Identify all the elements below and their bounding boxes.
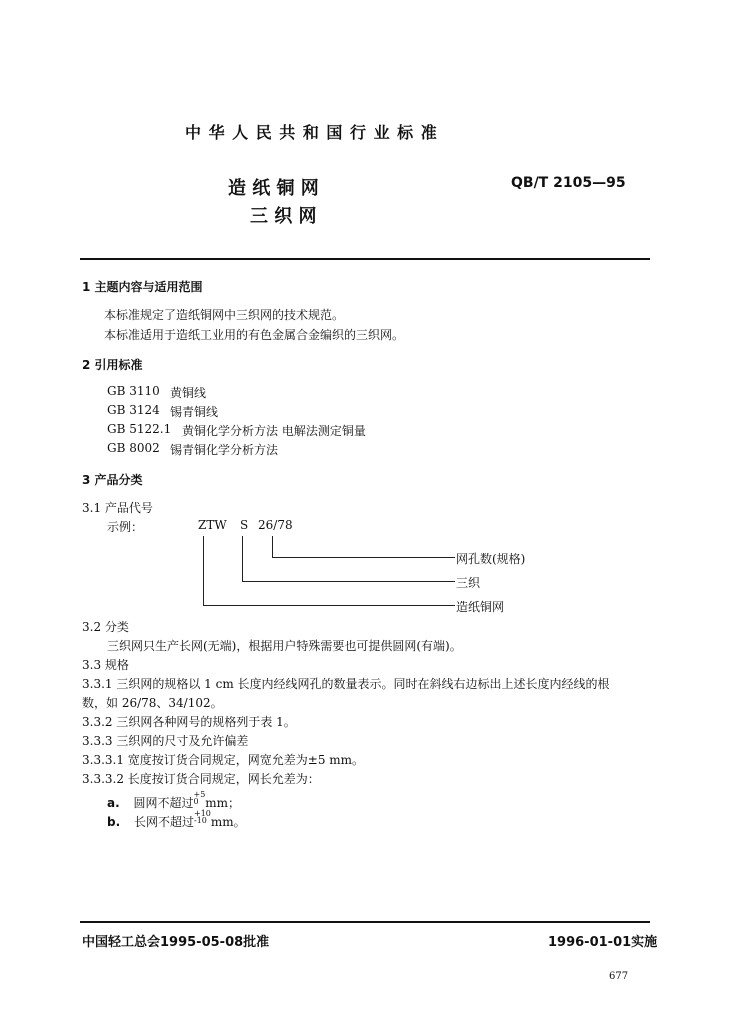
ref-code: GB 5122.1	[107, 422, 172, 436]
diagram-line	[242, 536, 243, 582]
section-1-para-1: 本标准规定了造纸铜网中三织网的技术规范。	[104, 308, 345, 322]
section-2-heading: 2 引用标准	[82, 358, 143, 372]
list-item-a-unit: mm；	[205, 796, 241, 810]
standard-code: QB/T 2105—95	[511, 175, 626, 191]
approval-line: 中国轻工总会1995-05-08批准	[82, 935, 270, 950]
clause-3-1: 3.1 产品代号	[82, 501, 153, 515]
diagram-line	[203, 536, 204, 606]
list-item-b-label: b.	[107, 815, 121, 829]
clause-3-3-1-line-2: 数，如 26/78、34/102。	[82, 696, 223, 710]
tolerance-a-upper: +5	[193, 790, 206, 799]
diagram-label-mesh: 网孔数(规格)	[456, 552, 526, 566]
list-item-b-unit: mm。	[210, 815, 246, 829]
ref-code: GB 3110	[107, 384, 160, 398]
tolerance-a-lower: 0	[193, 797, 199, 806]
doc-title-sub: 三 织 网	[250, 206, 317, 227]
code-s: S	[240, 518, 249, 532]
page-number: 677	[609, 971, 629, 982]
clause-3-3-3-2: 3.3.3.2 长度按订货合同规定，网长允差为：	[82, 772, 320, 786]
clause-3-3-3: 3.3.3 三织网的尺寸及允许偏差	[82, 734, 249, 748]
tolerance-b-upper: +10	[194, 809, 211, 818]
issuing-org: 中 华 人 民 共 和 国 行 业 标 准	[185, 123, 438, 142]
implementation-line: 1996-01-01实施	[548, 935, 658, 950]
tolerance-b-lower: -10	[194, 816, 207, 825]
tolerance-a	[194, 791, 206, 805]
clause-3-3-3-1: 3.3.3.1 宽度按订货合同规定，网宽允差为±5 mm。	[82, 753, 365, 767]
list-item-b	[107, 810, 246, 830]
list-item-a	[107, 791, 240, 811]
ref-code: GB 8002	[107, 441, 160, 455]
ref-name: 锡青铜化学分析方法	[170, 443, 279, 457]
list-item-b-text: 长网不超过	[133, 815, 194, 829]
doc-title-main: 造 纸 铜 网	[228, 178, 319, 199]
section-3-heading: 3 产品分类	[82, 473, 143, 487]
ref-name: 黄铜化学分析方法 电解法测定铜量	[182, 424, 366, 438]
section-1-heading: 1 主题内容与适用范围	[82, 280, 203, 294]
diagram-line	[242, 581, 455, 582]
clause-3-3-2: 3.3.2 三织网各种网号的规格列于表 1。	[82, 715, 296, 729]
section-1-para-2: 本标准适用于造纸工业用的有色金属合金编织的三织网。	[104, 328, 405, 342]
footer-rule	[80, 921, 650, 923]
ref-name: 锡青铜线	[170, 405, 219, 419]
code-ztw: ZTW	[198, 518, 227, 532]
diagram-line	[272, 536, 273, 558]
example-label: 示例：	[107, 520, 144, 534]
list-item-a-label: a.	[107, 796, 120, 810]
list-item-a-text: 圆网不超过	[133, 796, 194, 810]
diagram-label-copper: 造纸铜网	[456, 600, 505, 614]
clause-3-2-text: 三织网只生产长网(无端)，根据用户特殊需要也可提供圆网(有端)。	[107, 639, 462, 653]
clause-3-2: 3.2 分类	[82, 620, 129, 634]
ref-name: 黄铜线	[170, 386, 207, 400]
tolerance-b	[194, 810, 211, 824]
diagram-line	[203, 605, 455, 606]
clause-3-3-1-line-1: 3.3.1 三织网的规格以 1 cm 长度内经线网孔的数量表示。同时在斜线右边标出上述长度内经线的根	[82, 677, 610, 691]
ref-code: GB 3124	[107, 403, 160, 417]
header-rule	[80, 258, 650, 260]
code-number: 26/78	[258, 518, 293, 532]
diagram-label-sanzhi: 三织	[456, 576, 481, 590]
clause-3-3: 3.3 规格	[82, 658, 129, 672]
diagram-line	[272, 557, 455, 558]
